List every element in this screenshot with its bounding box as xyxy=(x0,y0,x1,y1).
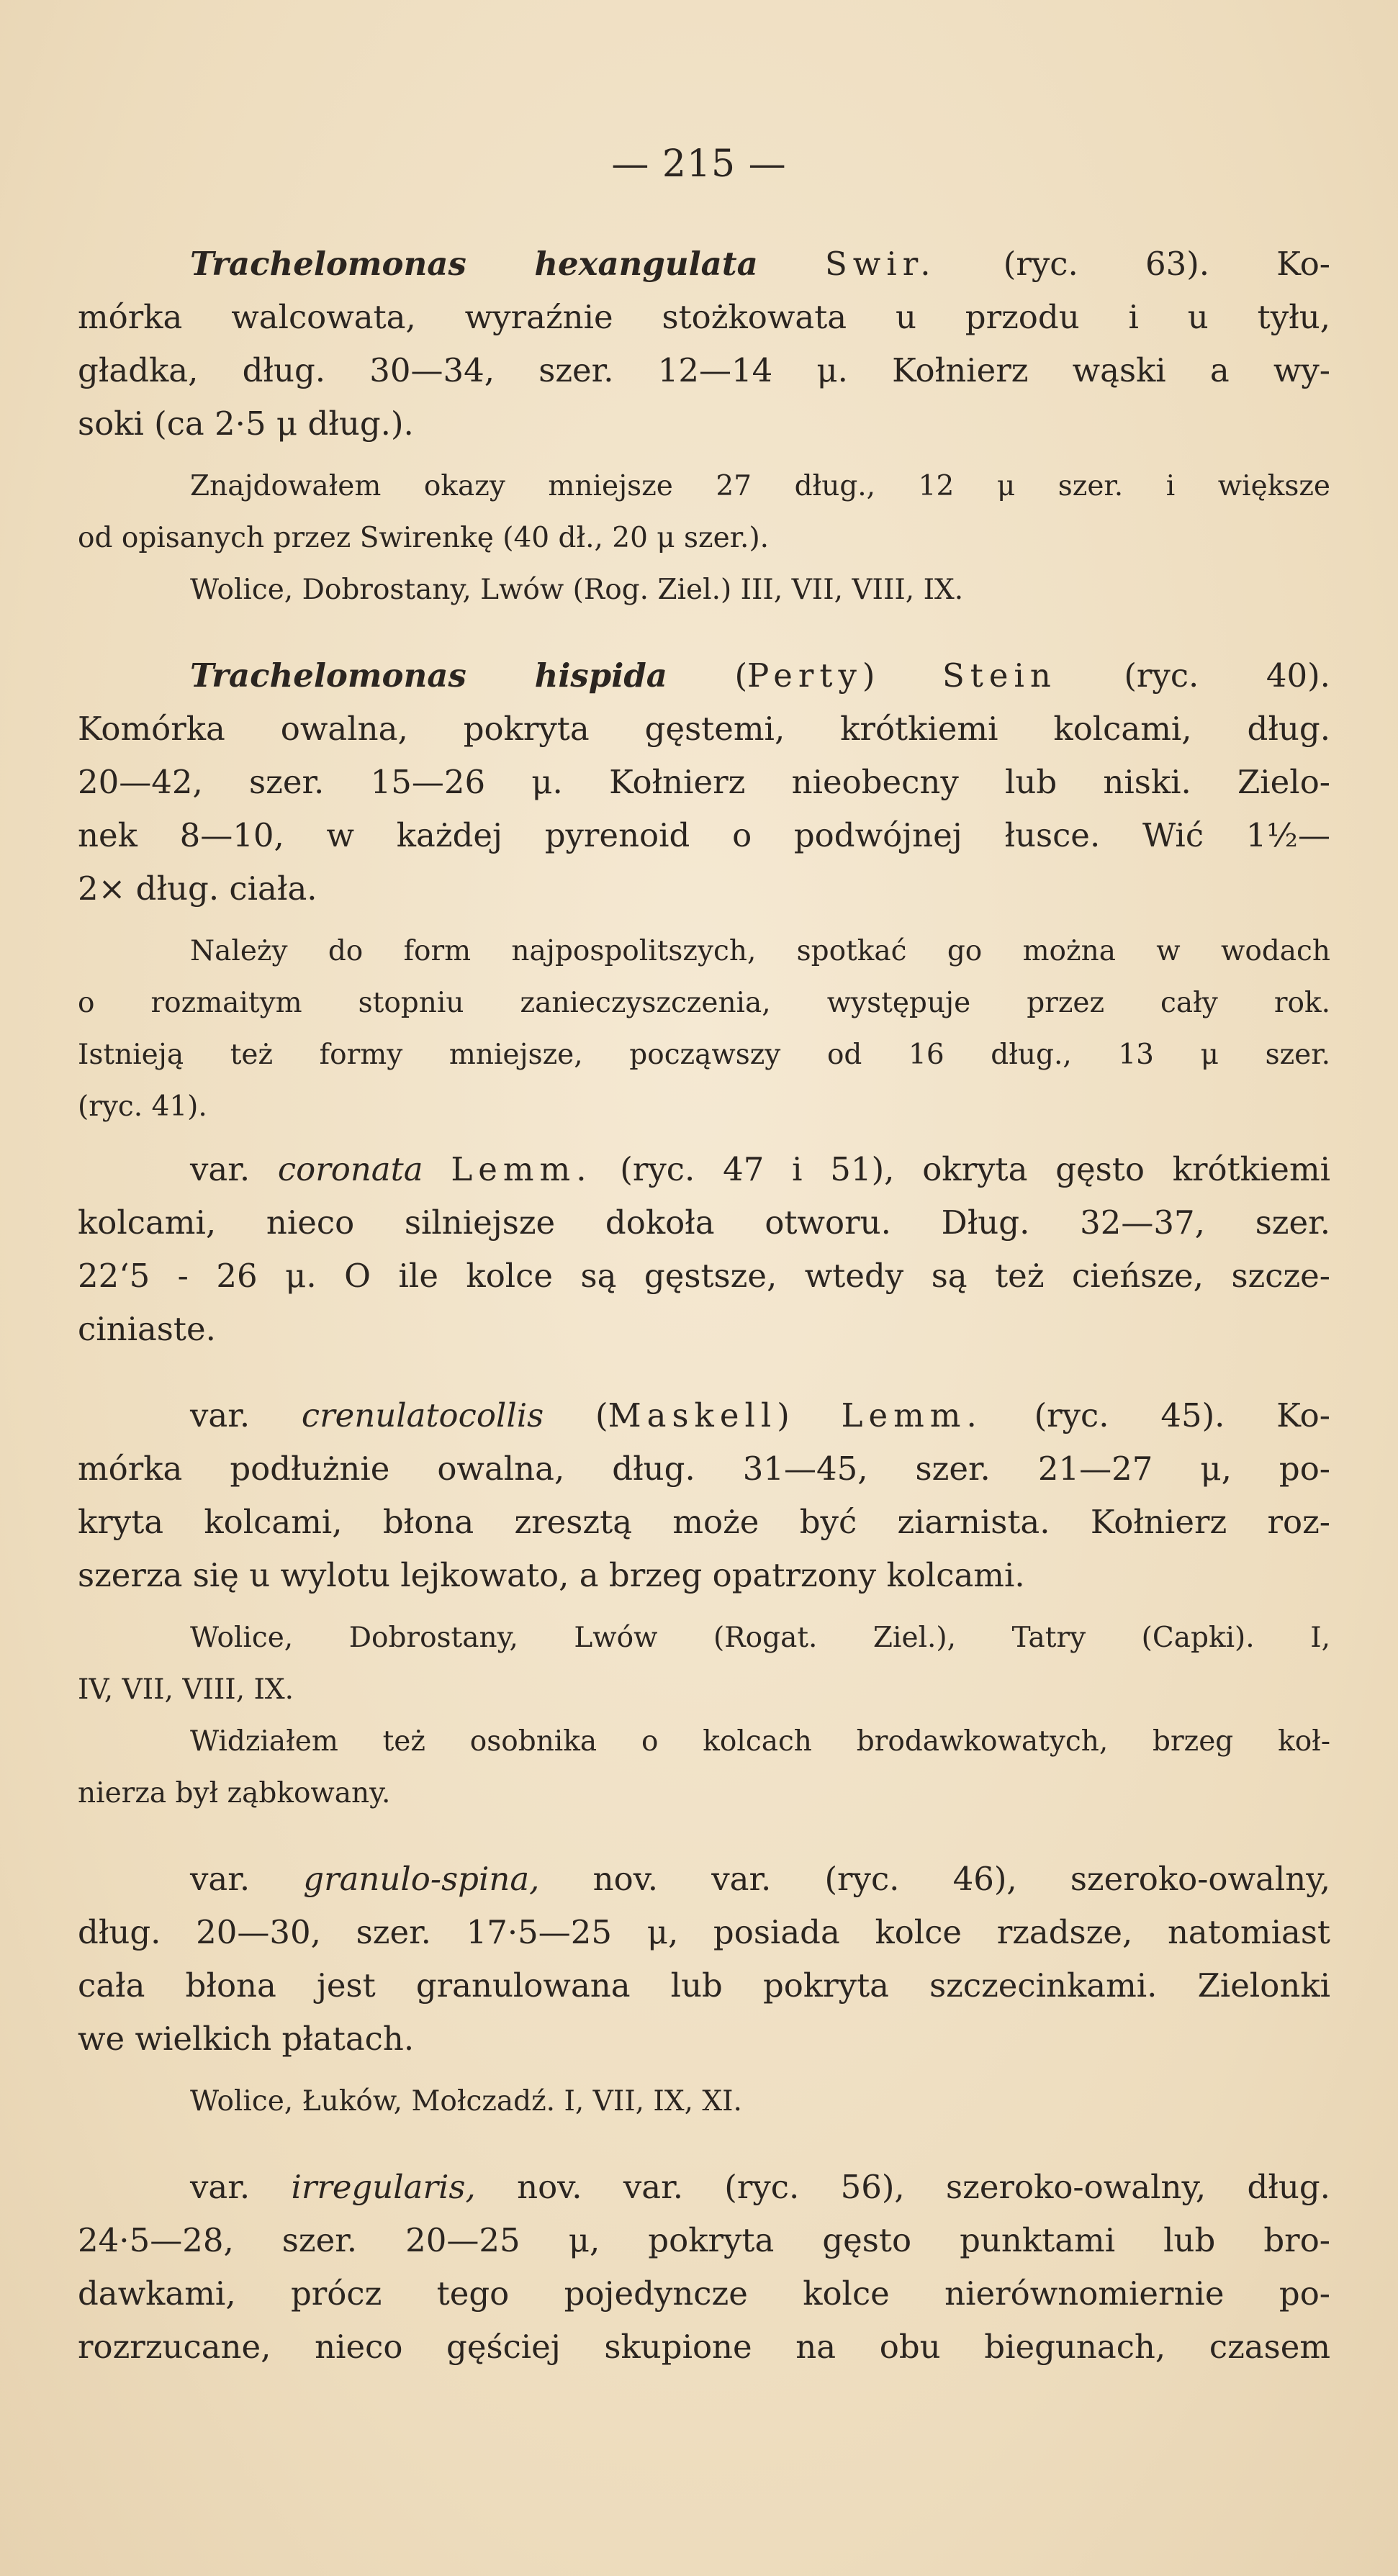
text-line: Trachelomonas hexangulata Swir. (ryc. 63). Ko- xyxy=(190,245,1330,283)
text-line: Istnieją też formy mniejsze, począwszy od 16 dług., 13 μ szer. xyxy=(78,1039,1330,1071)
text-line: var. granulo-spina, nov. var. (ryc. 46), szeroko-owalny, xyxy=(190,1860,1330,1898)
text-line: 2× dług. ciała. xyxy=(78,869,317,908)
paragraph-trachelomonas-hexangulata xyxy=(78,238,1330,451)
paragraph-var-crenulatocollis xyxy=(78,1389,1330,1602)
text-line: var. crenulatocollis (Maskell) Lemm. (ryc. 45). Ko- xyxy=(190,1396,1330,1434)
variety-name: crenulatocollis xyxy=(301,1396,544,1434)
text-line: Wolice, Łuków, Mołczadź. I, VII, IX, XI. xyxy=(190,2085,742,2118)
text-line: kolcami, nieco silniejsze dokoła otworu. Dług. 32—37, szer. xyxy=(78,1203,1330,1242)
text-line: od opisanych przez Swirenkę (40 dł., 20 μ szer.). xyxy=(78,522,770,554)
variety-name: irregularis, xyxy=(291,2168,476,2206)
text-line: (ryc. 41). xyxy=(78,1090,207,1123)
text-line: szerza się u wylotu lejkowato, a brzeg opatrzony kolcami. xyxy=(78,1556,1025,1594)
paragraph-trachelomonas-hispida xyxy=(78,649,1330,916)
species-name: Trachelomonas hispida xyxy=(190,656,667,695)
text-line: Wolice, Dobrostany, Lwów (Rogat. Ziel.), Tatry (Capki). I, xyxy=(190,1622,1330,1654)
text-line: Trachelomonas hispida (Perty) Stein (ryc. 40). xyxy=(190,656,1330,695)
paragraph-var-irregularis xyxy=(78,2161,1330,2374)
text-body xyxy=(78,238,1330,2374)
text-line: mórka podłużnie owalna, dług. 31—45, szer. 21—27 μ, po- xyxy=(78,1450,1330,1488)
paragraph-var-coronata xyxy=(78,1143,1330,1356)
text-line: var. irregularis, nov. var. (ryc. 56), szeroko-owalny, dług. xyxy=(190,2168,1330,2206)
text-line: dawkami, prócz tego pojedyncze kolce nierównomiernie po- xyxy=(78,2274,1330,2313)
text-line: Znajdowałem okazy mniejsze 27 dług., 12 μ szer. i większe xyxy=(190,470,1330,502)
text-line: nek 8—10, w każdej pyrenoid o podwójnej łusce. Wić 1½— xyxy=(78,816,1330,854)
text-line: Widziałem też osobnika o kolcach brodawkowatych, brzeg koł- xyxy=(190,1725,1330,1758)
text-line: rozrzucane, nieco gęściej skupione na obu biegunach, czasem xyxy=(78,2328,1330,2366)
text-line: Należy do form najpospolitszych, spotkać go można w wodach xyxy=(190,935,1330,967)
text-line: cała błona jest granulowana lub pokryta szczecinkami. Zielonki xyxy=(78,1966,1330,2005)
text-line: 24·5—28, szer. 20—25 μ, pokryta gęsto punktami lub bro- xyxy=(78,2221,1330,2259)
text-line: Wolice, Dobrostany, Lwów (Rog. Ziel.) III, VII, VIII, IX. xyxy=(190,574,964,606)
text-line: nierza był ząbkowany. xyxy=(78,1777,391,1809)
species-name: Trachelomonas hexangulata xyxy=(190,245,758,283)
page-number: — 215 — xyxy=(611,143,787,186)
text-line: Komórka owalna, pokryta gęstemi, krótkiemi kolcami, dług. xyxy=(78,710,1330,748)
text-line: gładka, dług. 30—34, szer. 12—14 μ. Kołnierz wąski a wy- xyxy=(78,351,1330,389)
paragraph-note-crenulatocollis xyxy=(78,1612,1330,1820)
paragraph-note-granulo-spina xyxy=(78,2076,1330,2128)
text-line: dług. 20—30, szer. 17·5—25 μ, posiada kolce rzadsze, natomiast xyxy=(78,1913,1330,1951)
text-line: var. coronata Lemm. (ryc. 47 i 51), okryta gęsto krótkiemi xyxy=(190,1150,1331,1188)
text-line: IV, VII, VIII, IX. xyxy=(78,1673,294,1706)
text-line: o rozmaitym stopniu zanieczyszczenia, występuje przez cały rok. xyxy=(78,987,1330,1019)
variety-name: coronata xyxy=(277,1150,423,1188)
text-line: we wielkich płatach. xyxy=(78,2020,415,2058)
text-line: mórka walcowata, wyraźnie stożkowata u przodu i u tyłu, xyxy=(78,298,1330,336)
paragraph-var-granulo-spina xyxy=(78,1853,1330,2066)
paragraph-note-hispida xyxy=(78,926,1330,1133)
paragraph-note-hexangulata xyxy=(78,461,1330,616)
text-line: ciniaste. xyxy=(78,1310,216,1348)
text-line: 22‘5 - 26 μ. O ile kolce są gęstsze, wtedy są też cieńsze, szcze- xyxy=(78,1257,1330,1295)
text-line: kryta kolcami, błona zresztą może być ziarnista. Kołnierz roz- xyxy=(78,1503,1330,1541)
variety-name: granulo-spina, xyxy=(303,1860,540,1898)
text-line: 20—42, szer. 15—26 μ. Kołnierz nieobecny lub niski. Zielo- xyxy=(78,763,1330,801)
text-line: soki (ca 2·5 μ dług.). xyxy=(78,405,414,443)
